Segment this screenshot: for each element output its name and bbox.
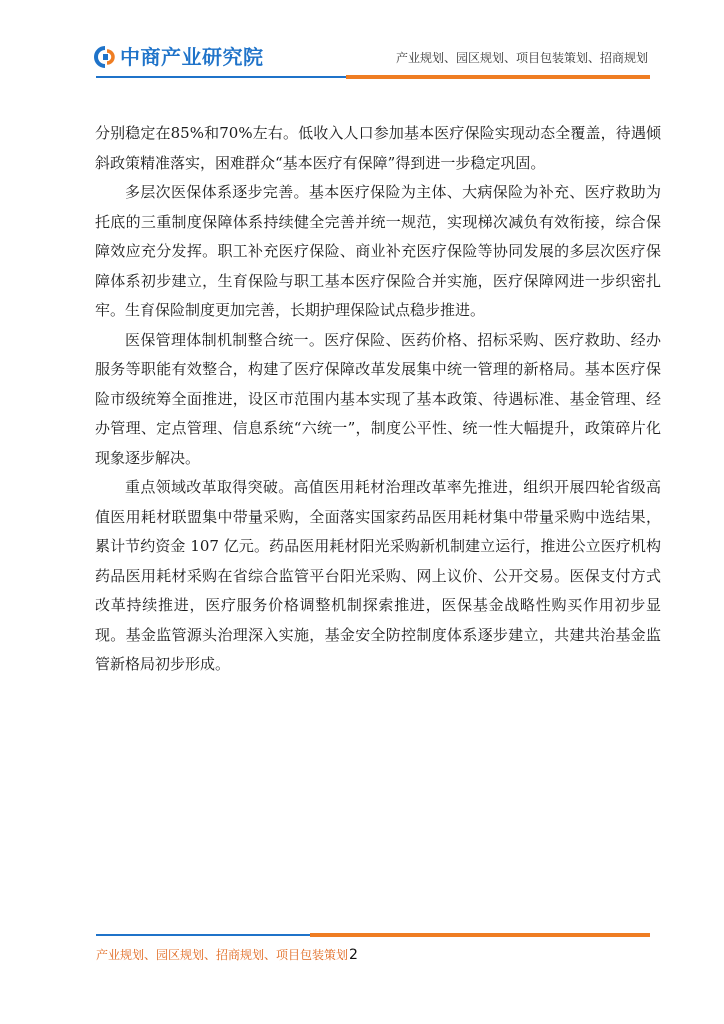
footer-rule-blue <box>96 934 310 936</box>
page-header <box>0 0 724 82</box>
paragraph-3: 医保管理体制机制整合统一。医疗保险、医药价格、招标采购、医疗救助、经办服务等职能有效整合，构建了医疗保障改革发展集中统一管理的新格局。基本医疗保险市级统筹全面推进，设区市范围内基本实现了基本政策、待遇标准、基金管理、经办管理、定点管理、信息系统“六统一”，制度公平性、统一性大幅提升，政策碎片化现象逐步解决。 <box>95 330 661 467</box>
logo-text: 中商产业研究院 <box>120 45 264 69</box>
paragraph-1: 分别稳定在85%和70%左右。低收入人口参加基本医疗保险实现动态全覆盖，待遇倾斜政策精准落实，困难群众“基本医疗有保障”得到进一步稳定巩固。 <box>95 124 661 172</box>
body-content <box>95 119 661 680</box>
header-rule-orange <box>346 75 650 79</box>
header-rule-blue <box>96 76 346 78</box>
paragraph-2: 多层次医保体系逐步完善。基本医疗保险为主体、大病保险为补充、医疗救助为托底的三重制度保障体系持续健全完善并统一规范，实现梯次减负有效衔接，综合保障效应充分发挥。职工补充医疗保险、商业补充医疗保险等协同发展的多层次医疗保障体系初步建立，生育保险与职工基本医疗保险合并实施，医疗保障网进一步织密扎牢。生育保险制度更加完善，长期护理保险试点稳步推进。 <box>95 183 661 319</box>
footer-rule-orange <box>310 933 650 937</box>
page-number: 2 <box>349 947 358 963</box>
logo-mark-icon <box>94 46 116 68</box>
footer-tagline: 产业规划、园区规划、招商规划、项目包装策划 <box>96 948 349 962</box>
paragraph-4: 重点领域改革取得突破。高值医用耗材治理改革率先推进，组织开展四轮省级高值医用耗材联盟集中带量采购，全面落实国家药品医用耗材集中带量采购中选结果，累计节约资金 107 亿元。药品医用耗材阳光采购新机制建立运行，推进公立医疗机构药品医用耗材采购在省综合监管平台阳光采购、网上议价、公开交易。医保支付方式改革持续推进，医疗服务价格调整机制探索推进，医保基金战略性购买作用初步显现。基金监管源头治理深入实施，基金安全防控制度体系逐步建立，共建共治基金监管新格局初步形成。 <box>95 478 661 673</box>
header-tagline: 产业规划、园区规划、项目包装策划、招商规划 <box>395 51 648 65</box>
logo <box>94 44 264 70</box>
page-footer <box>96 946 358 963</box>
